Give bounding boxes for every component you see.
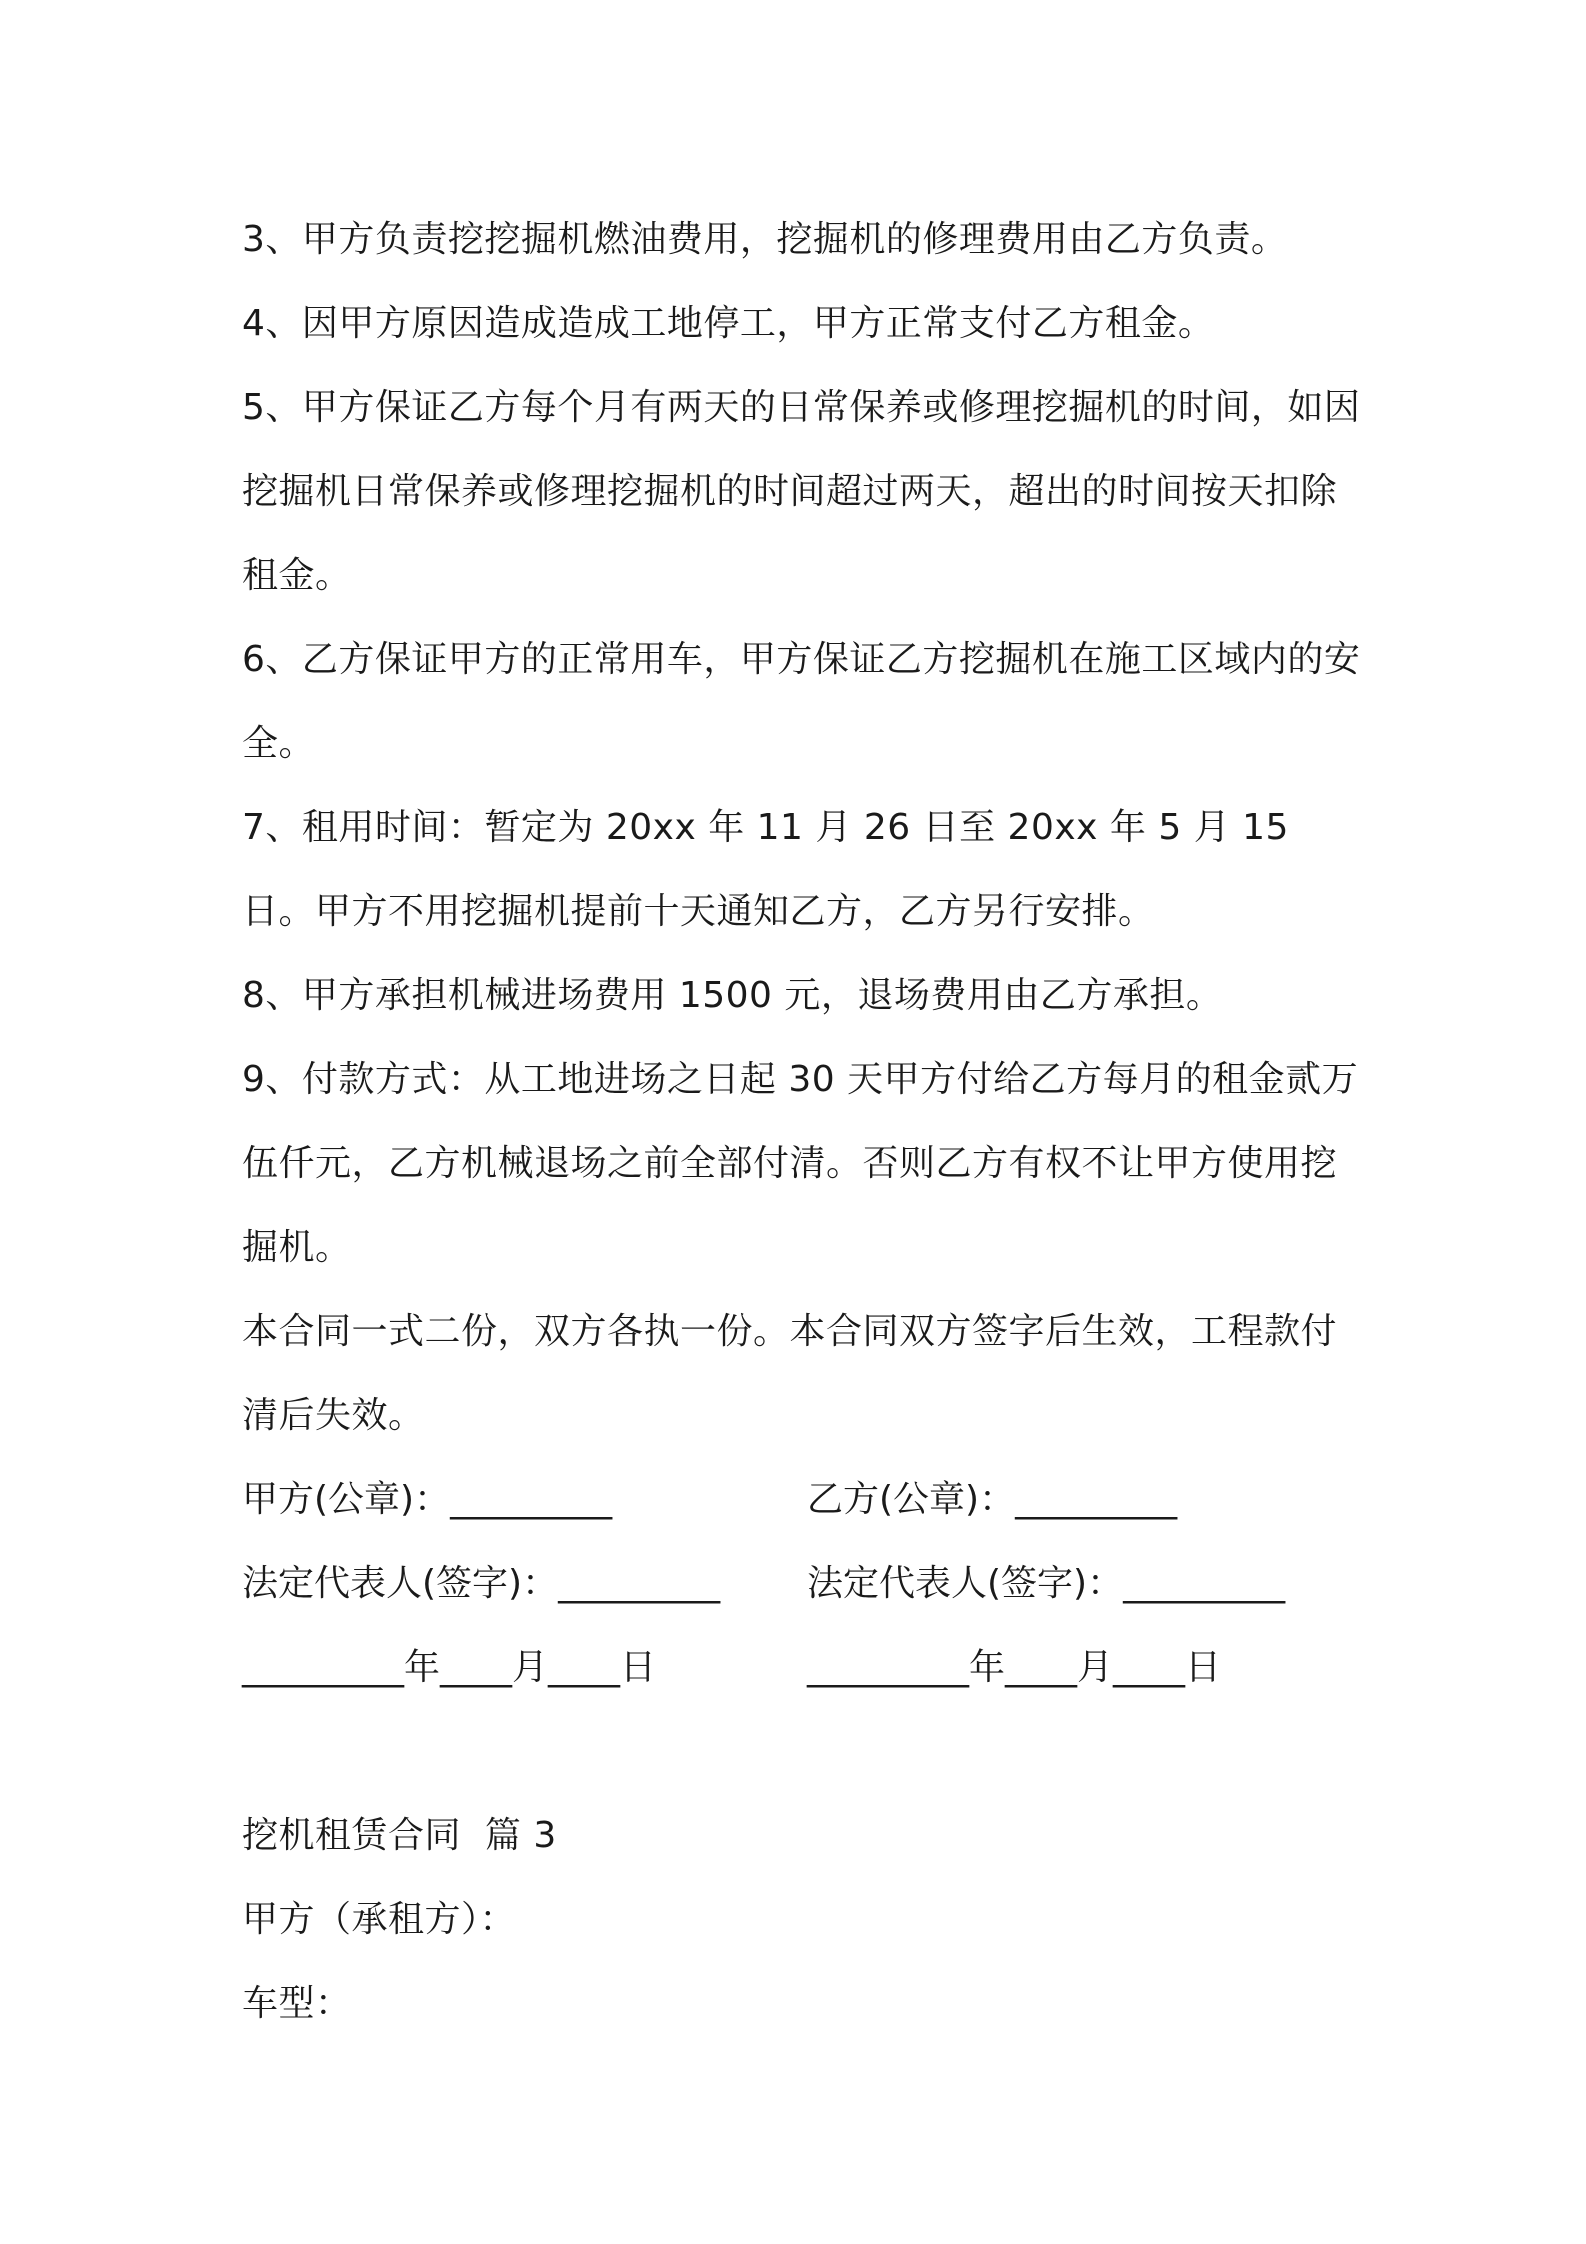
party-a-rep-field: 法定代表人(签字)：_________ [242, 1563, 721, 1604]
clause-4: 4、因甲方原因造成造成工地停工，甲方正常支付乙方租金。 [242, 303, 1215, 344]
clause-6: 6、乙方保证甲方的正常用车，甲方保证乙方挖掘机在施工区域内的安全。 [242, 639, 1361, 764]
clause-5: 5、甲方保证乙方每个月有两天的日常保养或修理挖掘机的时间，如因挖掘机日常保养或修理挖掘机的时间超过两天，超出的时间按天扣除租金。 [242, 387, 1361, 596]
document-body [242, 198, 1362, 2046]
signature-row-seal [242, 1458, 1362, 1542]
vehicle-model-label: 车型： [242, 1983, 352, 2024]
clause-3: 3、甲方负责挖挖掘机燃油费用，挖掘机的修理费用由乙方负责。 [242, 219, 1288, 260]
party-a-date-field: _________年____月____日 [242, 1647, 656, 1688]
clause-7: 7、租用时间：暂定为 20xx 年 11 月 26 日至 20xx 年 5 月 15 日。甲方不用挖掘机提前十天通知乙方，乙方另行安排。 [242, 807, 1289, 932]
party-b-seal-field: 乙方(公章)：_________ [807, 1479, 1178, 1520]
clause-8: 8、甲方承担机械进场费用 1500 元，退场费用由乙方承担。 [242, 975, 1223, 1016]
signature-row-date [242, 1626, 1362, 1710]
contract-validity: 本合同一式二份，双方各执一份。本合同双方签字后生效，工程款付清后失效。 [242, 1311, 1338, 1436]
signature-row-representative [242, 1542, 1362, 1626]
lessee-label: 甲方（承租方）： [242, 1899, 517, 1940]
party-a-seal-field: 甲方(公章)：_________ [242, 1479, 613, 1520]
clause-9: 9、付款方式：从工地进场之日起 30 天甲方付给乙方每月的租金贰万伍仟元，乙方机械退场之前全部付清。否则乙方有权不让甲方使用挖掘机。 [242, 1059, 1359, 1268]
party-b-date-field: _________年____月____日 [807, 1647, 1221, 1688]
section-spacer [242, 1710, 1362, 1794]
party-b-rep-field: 法定代表人(签字)：_________ [807, 1563, 1286, 1604]
section-title: 挖机租赁合同 篇 3 [242, 1815, 557, 1856]
